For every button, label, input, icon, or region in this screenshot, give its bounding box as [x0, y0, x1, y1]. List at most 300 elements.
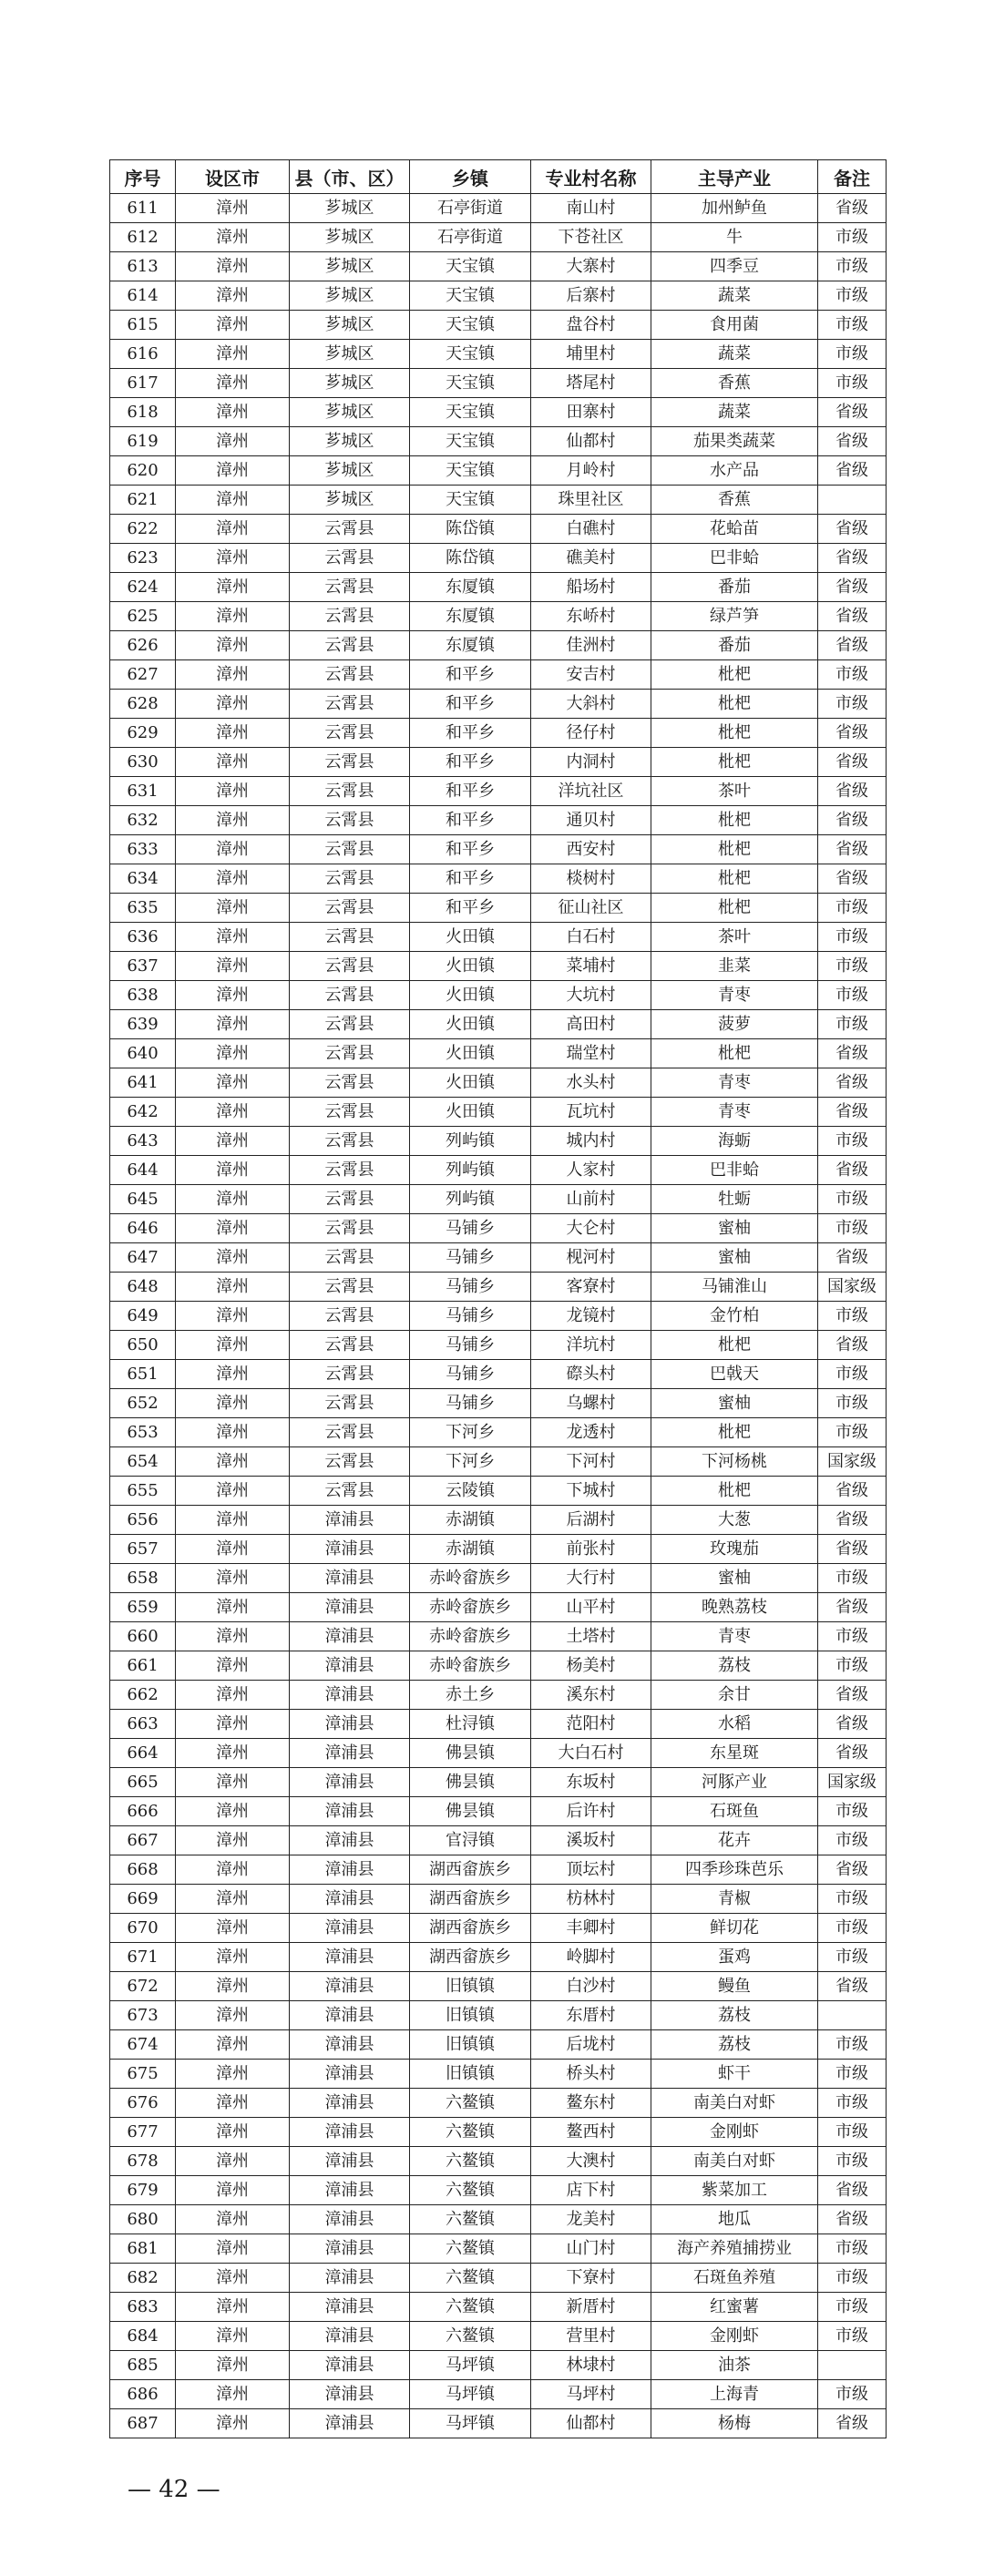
cell-serial: 652: [110, 1389, 176, 1418]
cell-county: 漳浦县: [290, 1651, 410, 1681]
cell-city: 漳州: [176, 1943, 290, 1972]
cell-city: 漳州: [176, 1506, 290, 1535]
cell-city: 漳州: [176, 1389, 290, 1418]
cell-city: 漳州: [176, 2409, 290, 2438]
cell-village-name: 征山社区: [531, 894, 651, 923]
cell-county: 云霄县: [290, 1243, 410, 1273]
cell-city: 漳州: [176, 2118, 290, 2147]
cell-village-name: 后湖村: [531, 1506, 651, 1535]
cell-county: 云霄县: [290, 690, 410, 719]
header-row: [110, 160, 887, 194]
cell-main-industry: 金竹柏: [651, 1302, 818, 1331]
cell-township: 列屿镇: [410, 1127, 531, 1156]
cell-county: 芗城区: [290, 281, 410, 311]
cell-county: 云霄县: [290, 719, 410, 748]
cell-county: 云霄县: [290, 1010, 410, 1039]
cell-city: 漳州: [176, 1185, 290, 1214]
cell-main-industry: 晚熟荔枝: [651, 1593, 818, 1622]
cell-main-industry: 香蕉: [651, 369, 818, 398]
page-number: — 42 —: [128, 2476, 220, 2503]
table-row: [110, 748, 887, 777]
cell-remark: 省级: [818, 1535, 887, 1564]
cell-city: 漳州: [176, 2264, 290, 2293]
table-row: [110, 2001, 887, 2030]
cell-city: 漳州: [176, 1681, 290, 1710]
cell-serial: 614: [110, 281, 176, 311]
cell-village-name: 人家村: [531, 1156, 651, 1185]
cell-main-industry: 番茄: [651, 631, 818, 660]
cell-serial: 627: [110, 660, 176, 690]
cell-serial: 619: [110, 427, 176, 456]
cell-village-name: 东峤村: [531, 602, 651, 631]
cell-serial: 668: [110, 1855, 176, 1885]
cell-city: 漳州: [176, 1564, 290, 1593]
cell-county: 云霄县: [290, 1477, 410, 1506]
header-remark: 备注: [818, 160, 887, 194]
cell-main-industry: 东星斑: [651, 1739, 818, 1768]
cell-city: 漳州: [176, 2234, 290, 2264]
table-row: [110, 2409, 887, 2438]
cell-main-industry: 茶叶: [651, 923, 818, 952]
cell-county: 云霄县: [290, 894, 410, 923]
cell-serial: 656: [110, 1506, 176, 1535]
cell-serial: 676: [110, 2089, 176, 2118]
cell-township: 马坪镇: [410, 2351, 531, 2380]
table-row: [110, 1739, 887, 1768]
table-row: [110, 223, 887, 252]
cell-county: 漳浦县: [290, 2118, 410, 2147]
cell-main-industry: 枇杷: [651, 719, 818, 748]
table-row: [110, 2147, 887, 2176]
cell-main-industry: 四季豆: [651, 252, 818, 281]
header-village-name: 专业村名称: [531, 160, 651, 194]
cell-county: 漳浦县: [290, 1506, 410, 1535]
cell-serial: 681: [110, 2234, 176, 2264]
cell-city: 漳州: [176, 1477, 290, 1506]
cell-village-name: 白礁村: [531, 515, 651, 544]
cell-serial: 663: [110, 1710, 176, 1739]
table-row: [110, 2060, 887, 2089]
cell-serial: 680: [110, 2205, 176, 2234]
cell-township: 云陵镇: [410, 1477, 531, 1506]
cell-township: 天宝镇: [410, 398, 531, 427]
cell-township: 六鳌镇: [410, 2147, 531, 2176]
cell-township: 火田镇: [410, 1068, 531, 1098]
cell-main-industry: 四季珍珠芭乐: [651, 1855, 818, 1885]
table-row: [110, 369, 887, 398]
cell-city: 漳州: [176, 1214, 290, 1243]
cell-main-industry: 枇杷: [651, 1418, 818, 1447]
cell-main-industry: 香蕉: [651, 486, 818, 515]
cell-main-industry: 茶叶: [651, 777, 818, 806]
cell-remark: 省级: [818, 1068, 887, 1098]
cell-village-name: 船场村: [531, 573, 651, 602]
cell-village-name: 磜头村: [531, 1360, 651, 1389]
cell-serial: 662: [110, 1681, 176, 1710]
cell-remark: 市级: [818, 2234, 887, 2264]
cell-main-industry: 枇杷: [651, 1039, 818, 1068]
cell-serial: 629: [110, 719, 176, 748]
cell-remark: 国家级: [818, 1768, 887, 1797]
table-row: [110, 544, 887, 573]
cell-remark: 省级: [818, 1039, 887, 1068]
cell-serial: 674: [110, 2030, 176, 2060]
cell-main-industry: 紫菜加工: [651, 2176, 818, 2205]
cell-remark: 国家级: [818, 1447, 887, 1477]
cell-serial: 640: [110, 1039, 176, 1068]
cell-remark: 省级: [818, 544, 887, 573]
cell-remark: 市级: [818, 1943, 887, 1972]
cell-township: 马铺乡: [410, 1214, 531, 1243]
cell-township: 火田镇: [410, 1098, 531, 1127]
cell-city: 漳州: [176, 2293, 290, 2322]
table-body: [110, 194, 887, 2438]
cell-main-industry: 蜜柚: [651, 1214, 818, 1243]
cell-township: 火田镇: [410, 923, 531, 952]
table-row: [110, 1127, 887, 1156]
cell-remark: 市级: [818, 1214, 887, 1243]
table-row: [110, 1185, 887, 1214]
cell-remark: 市级: [818, 223, 887, 252]
table-row: [110, 952, 887, 981]
cell-township: 赤岭畲族乡: [410, 1593, 531, 1622]
table-row: [110, 1826, 887, 1855]
cell-serial: 636: [110, 923, 176, 952]
cell-main-industry: 马铺淮山: [651, 1273, 818, 1302]
cell-township: 和平乡: [410, 894, 531, 923]
cell-township: 六鳌镇: [410, 2089, 531, 2118]
table-row: [110, 1506, 887, 1535]
cell-township: 湖西畲族乡: [410, 1885, 531, 1914]
cell-main-industry: 蔬菜: [651, 398, 818, 427]
cell-county: 芗城区: [290, 486, 410, 515]
cell-main-industry: 水稻: [651, 1710, 818, 1739]
cell-county: 云霄县: [290, 1185, 410, 1214]
cell-township: 六鳌镇: [410, 2118, 531, 2147]
cell-city: 漳州: [176, 456, 290, 486]
table-row: [110, 2176, 887, 2205]
cell-main-industry: 大葱: [651, 1506, 818, 1535]
cell-village-name: 后垅村: [531, 2030, 651, 2060]
cell-remark: 市级: [818, 1360, 887, 1389]
cell-city: 漳州: [176, 1068, 290, 1098]
cell-serial: 617: [110, 369, 176, 398]
cell-village-name: 下寮村: [531, 2264, 651, 2293]
cell-township: 湖西畲族乡: [410, 1855, 531, 1885]
cell-county: 漳浦县: [290, 1914, 410, 1943]
cell-village-name: 山平村: [531, 1593, 651, 1622]
cell-township: 佛昙镇: [410, 1797, 531, 1826]
cell-village-name: 东厝村: [531, 2001, 651, 2030]
cell-remark: 省级: [818, 777, 887, 806]
cell-main-industry: 青枣: [651, 1068, 818, 1098]
cell-city: 漳州: [176, 690, 290, 719]
cell-village-name: 内洞村: [531, 748, 651, 777]
cell-remark: 市级: [818, 660, 887, 690]
cell-serial: 616: [110, 340, 176, 369]
table-row: [110, 1943, 887, 1972]
cell-village-name: 西安村: [531, 835, 651, 864]
table-header: [110, 160, 887, 194]
cell-remark: 省级: [818, 1331, 887, 1360]
cell-main-industry: 青枣: [651, 1098, 818, 1127]
cell-remark: 市级: [818, 1622, 887, 1651]
table-row: [110, 2030, 887, 2060]
cell-township: 火田镇: [410, 981, 531, 1010]
cell-county: 云霄县: [290, 1273, 410, 1302]
cell-serial: 634: [110, 864, 176, 894]
cell-county: 芗城区: [290, 456, 410, 486]
cell-township: 佛昙镇: [410, 1739, 531, 1768]
cell-village-name: 径仔村: [531, 719, 651, 748]
cell-main-industry: 青枣: [651, 1622, 818, 1651]
cell-township: 东厦镇: [410, 573, 531, 602]
cell-city: 漳州: [176, 252, 290, 281]
cell-township: 六鳌镇: [410, 2264, 531, 2293]
table-row: [110, 1273, 887, 1302]
cell-city: 漳州: [176, 223, 290, 252]
cell-township: 佛昙镇: [410, 1768, 531, 1797]
cell-serial: 675: [110, 2060, 176, 2089]
cell-serial: 638: [110, 981, 176, 1010]
cell-county: 漳浦县: [290, 2351, 410, 2380]
cell-serial: 678: [110, 2147, 176, 2176]
cell-remark: 市级: [818, 1302, 887, 1331]
cell-county: 云霄县: [290, 952, 410, 981]
cell-township: 石亭街道: [410, 194, 531, 223]
cell-remark: 市级: [818, 1010, 887, 1039]
cell-village-name: 杨美村: [531, 1651, 651, 1681]
cell-county: 云霄县: [290, 1156, 410, 1185]
cell-serial: 633: [110, 835, 176, 864]
table-row: [110, 2089, 887, 2118]
cell-township: 马铺乡: [410, 1273, 531, 1302]
cell-village-name: 佳洲村: [531, 631, 651, 660]
cell-serial: 628: [110, 690, 176, 719]
cell-serial: 654: [110, 1447, 176, 1477]
cell-city: 漳州: [176, 281, 290, 311]
cell-city: 漳州: [176, 2351, 290, 2380]
cell-city: 漳州: [176, 1127, 290, 1156]
cell-remark: [818, 2351, 887, 2380]
cell-county: 云霄县: [290, 1360, 410, 1389]
cell-village-name: 土塔村: [531, 1622, 651, 1651]
table-row: [110, 1593, 887, 1622]
cell-main-industry: 枇杷: [651, 894, 818, 923]
cell-county: 云霄县: [290, 1068, 410, 1098]
cell-remark: 省级: [818, 719, 887, 748]
cell-village-name: 营里村: [531, 2322, 651, 2351]
table-row: [110, 1681, 887, 1710]
cell-main-industry: 枇杷: [651, 806, 818, 835]
cell-city: 漳州: [176, 2176, 290, 2205]
cell-city: 漳州: [176, 1331, 290, 1360]
cell-serial: 669: [110, 1885, 176, 1914]
cell-city: 漳州: [176, 1739, 290, 1768]
cell-main-industry: 南美白对虾: [651, 2147, 818, 2176]
cell-township: 赤岭畲族乡: [410, 1651, 531, 1681]
cell-remark: 国家级: [818, 1273, 887, 1302]
cell-township: 天宝镇: [410, 486, 531, 515]
cell-city: 漳州: [176, 1302, 290, 1331]
cell-city: 漳州: [176, 1826, 290, 1855]
table-row: [110, 631, 887, 660]
cell-main-industry: 枇杷: [651, 1331, 818, 1360]
cell-main-industry: 鳗鱼: [651, 1972, 818, 2001]
cell-township: 天宝镇: [410, 340, 531, 369]
cell-city: 漳州: [176, 2147, 290, 2176]
cell-serial: 647: [110, 1243, 176, 1273]
cell-county: 芗城区: [290, 398, 410, 427]
cell-remark: 省级: [818, 1477, 887, 1506]
cell-county: 云霄县: [290, 981, 410, 1010]
cell-township: 和平乡: [410, 690, 531, 719]
table-row: [110, 1651, 887, 1681]
cell-village-name: 通贝村: [531, 806, 651, 835]
cell-village-name: 下河村: [531, 1447, 651, 1477]
cell-village-name: 大仑村: [531, 1214, 651, 1243]
cell-main-industry: 牛: [651, 223, 818, 252]
table-row: [110, 1855, 887, 1885]
cell-remark: 市级: [818, 311, 887, 340]
cell-township: 陈岱镇: [410, 515, 531, 544]
cell-township: 赤土乡: [410, 1681, 531, 1710]
cell-main-industry: 枇杷: [651, 1477, 818, 1506]
cell-city: 漳州: [176, 777, 290, 806]
cell-county: 漳浦县: [290, 1855, 410, 1885]
cell-village-name: 龙透村: [531, 1418, 651, 1447]
cell-serial: 648: [110, 1273, 176, 1302]
cell-city: 漳州: [176, 2205, 290, 2234]
cell-city: 漳州: [176, 952, 290, 981]
cell-main-industry: 菠萝: [651, 1010, 818, 1039]
cell-remark: 市级: [818, 1389, 887, 1418]
cell-city: 漳州: [176, 719, 290, 748]
cell-city: 漳州: [176, 1972, 290, 2001]
cell-remark: 省级: [818, 1098, 887, 1127]
cell-serial: 686: [110, 2380, 176, 2409]
table-row: [110, 2351, 887, 2380]
cell-remark: 市级: [818, 2264, 887, 2293]
cell-village-name: 大斜村: [531, 690, 651, 719]
cell-village-name: 仙都村: [531, 427, 651, 456]
cell-township: 东厦镇: [410, 631, 531, 660]
header-main-industry: 主导产业: [651, 160, 818, 194]
cell-township: 和平乡: [410, 835, 531, 864]
cell-main-industry: 枇杷: [651, 660, 818, 690]
cell-city: 漳州: [176, 1273, 290, 1302]
cell-remark: 市级: [818, 1185, 887, 1214]
cell-village-name: 范阳村: [531, 1710, 651, 1739]
table-row: [110, 398, 887, 427]
cell-main-industry: 荔枝: [651, 2001, 818, 2030]
cell-county: 云霄县: [290, 1418, 410, 1447]
cell-city: 漳州: [176, 748, 290, 777]
cell-remark: 市级: [818, 2322, 887, 2351]
cell-county: 漳浦县: [290, 2264, 410, 2293]
table-row: [110, 252, 887, 281]
cell-main-industry: 鲜切花: [651, 1914, 818, 1943]
cell-county: 云霄县: [290, 835, 410, 864]
table-row: [110, 1972, 887, 2001]
table-row: [110, 1098, 887, 1127]
cell-village-name: 瑞堂村: [531, 1039, 651, 1068]
cell-main-industry: 枇杷: [651, 748, 818, 777]
cell-main-industry: 红蜜薯: [651, 2293, 818, 2322]
cell-remark: 市级: [818, 281, 887, 311]
cell-serial: 664: [110, 1739, 176, 1768]
cell-main-industry: 杨梅: [651, 2409, 818, 2438]
cell-serial: 682: [110, 2264, 176, 2293]
cell-village-name: 前张村: [531, 1535, 651, 1564]
cell-city: 漳州: [176, 806, 290, 835]
cell-serial: 611: [110, 194, 176, 223]
cell-township: 六鳌镇: [410, 2205, 531, 2234]
cell-county: 漳浦县: [290, 1622, 410, 1651]
table-row: [110, 1535, 887, 1564]
cell-serial: 671: [110, 1943, 176, 1972]
table-row: [110, 1214, 887, 1243]
cell-remark: 省级: [818, 427, 887, 456]
table-row: [110, 2118, 887, 2147]
cell-serial: 672: [110, 1972, 176, 2001]
cell-main-industry: 余甘: [651, 1681, 818, 1710]
cell-township: 旧镇镇: [410, 1972, 531, 2001]
cell-remark: 省级: [818, 194, 887, 223]
cell-village-name: 鳌西村: [531, 2118, 651, 2147]
cell-county: 漳浦县: [290, 2030, 410, 2060]
table-row: [110, 923, 887, 952]
header-serial: 序号: [110, 160, 176, 194]
cell-county: 云霄县: [290, 864, 410, 894]
cell-village-name: 洋坑社区: [531, 777, 651, 806]
cell-remark: 市级: [818, 1797, 887, 1826]
cell-village-name: 月岭村: [531, 456, 651, 486]
cell-city: 漳州: [176, 981, 290, 1010]
cell-main-industry: 花蛤苗: [651, 515, 818, 544]
cell-township: 六鳌镇: [410, 2293, 531, 2322]
cell-remark: 省级: [818, 631, 887, 660]
cell-county: 云霄县: [290, 923, 410, 952]
cell-serial: 657: [110, 1535, 176, 1564]
table-row: [110, 981, 887, 1010]
cell-city: 漳州: [176, 864, 290, 894]
cell-village-name: 礁美村: [531, 544, 651, 573]
cell-main-industry: 地瓜: [651, 2205, 818, 2234]
table-row: [110, 1389, 887, 1418]
table-row: [110, 2293, 887, 2322]
cell-village-name: 新厝村: [531, 2293, 651, 2322]
cell-main-industry: 水产品: [651, 456, 818, 486]
cell-main-industry: 金刚虾: [651, 2322, 818, 2351]
cell-county: 云霄县: [290, 1039, 410, 1068]
cell-remark: 省级: [818, 2409, 887, 2438]
cell-serial: 650: [110, 1331, 176, 1360]
cell-county: 云霄县: [290, 1447, 410, 1477]
cell-village-name: 城内村: [531, 1127, 651, 1156]
cell-remark: 省级: [818, 2176, 887, 2205]
cell-township: 下河乡: [410, 1447, 531, 1477]
cell-county: 云霄县: [290, 1302, 410, 1331]
cell-county: 漳浦县: [290, 2234, 410, 2264]
cell-main-industry: 油茶: [651, 2351, 818, 2380]
table-row: [110, 456, 887, 486]
cell-remark: 省级: [818, 1681, 887, 1710]
cell-township: 天宝镇: [410, 311, 531, 340]
cell-main-industry: 巴戟天: [651, 1360, 818, 1389]
cell-county: 云霄县: [290, 1127, 410, 1156]
cell-main-industry: 石斑鱼: [651, 1797, 818, 1826]
